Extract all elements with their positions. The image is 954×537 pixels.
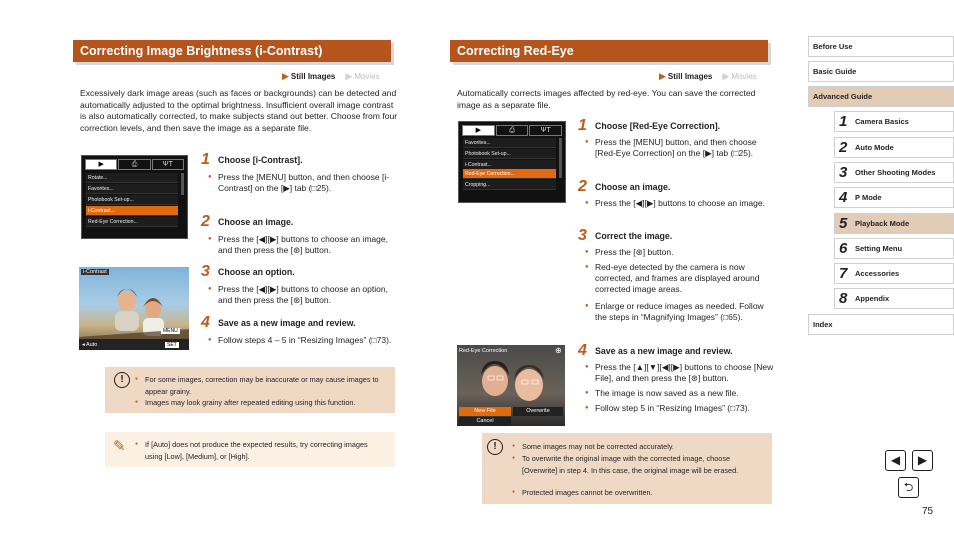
step-number: 2	[578, 178, 587, 195]
camera-menu-screen: ▶ ⎙ ΨΤ Favorites... Photobook Set-up... i-Contrast... Red-Eye Correction... Cropping...	[458, 121, 566, 203]
step-title: Choose an image.	[218, 217, 294, 227]
menu-item: Rotate...	[86, 173, 178, 183]
arrow-icon: ▶	[282, 71, 289, 81]
step-bullet: ● Press the [◀][▶] buttons to choose an image.	[585, 198, 775, 209]
step-bullet: ● Press the [▲][▼][◀][▶] buttons to choose [New File], and then press the [⊛] button.	[585, 362, 775, 384]
caution-icon: !	[487, 439, 503, 455]
step-number: 4	[578, 342, 587, 359]
mode-tags: ▶ Still Images ▶ Movies	[659, 71, 757, 81]
screen-label: i-Contrast	[83, 269, 107, 275]
step-bullet: ● Press the [MENU] button, and then choose [Red-Eye Correction] on the [▶] tab (□25).	[585, 137, 775, 159]
nav-basic-guide[interactable]: Basic Guide	[808, 61, 954, 82]
menu-badge: MENU	[163, 328, 178, 334]
section-title-i-contrast: Correcting Image Brightness (i-Contrast)	[73, 40, 391, 62]
chapter-p-mode[interactable]: 4 P Mode	[834, 187, 954, 208]
step-title: Save as a new image and review.	[595, 346, 733, 356]
step-bullet: ● Press the [⊛] button.	[585, 247, 775, 258]
i-contrast-photo	[79, 267, 189, 350]
cancel-option[interactable]: Cancel	[459, 417, 511, 426]
step-title: Save as a new image and review.	[218, 318, 356, 328]
step-bullet: ● Follow step 5 in “Resizing Images” (□73).	[585, 403, 775, 414]
chapter-accessories[interactable]: 7 Accessories	[834, 263, 954, 284]
menu-item: Photobook Set-up...	[86, 195, 178, 205]
caution-item: ● For some images, correction may be inaccurate or may cause images to appear grainy.	[135, 374, 385, 397]
step-bullet: ● The image is now saved as a new file.	[585, 388, 775, 399]
chapter-playback-mode[interactable]: 5 Playback Mode	[834, 213, 954, 234]
set-badge: SET	[167, 342, 177, 348]
chapter-appendix[interactable]: 8 Appendix	[834, 288, 954, 309]
camera-menu-screen: ▶ ⎙ ΨΤ Rotate... Favorites... Photobook Set-up... i-Contrast... Red-Eye Correction...	[81, 155, 188, 239]
step-number: 1	[578, 117, 587, 134]
intro-text: Excessively dark image areas (such as faces or backgrounds) can be detected and automatically adjusted to the optimal brightness. Insufficient overall image contrast is also automatically corrected, to make subjects stand out better. Choose from four correction levels, and then save the image as a separate file.	[80, 88, 398, 133]
menu-item: i-Contrast...	[463, 160, 556, 170]
step-bullet: ● Red-eye detected by the camera is now corrected, and frames are displayed around corrected image areas.	[585, 262, 775, 296]
caution-item: ● Images may look grainy after repeated editing using this function.	[135, 397, 385, 409]
step-number: 3	[578, 227, 587, 244]
caution-box	[105, 367, 395, 413]
zoom-icon: ⊕	[555, 346, 562, 355]
step-title: Choose [Red-Eye Correction].	[595, 121, 721, 131]
menu-item: Cropping...	[463, 180, 556, 190]
caution-item: ● Some images may not be corrected accurately.	[512, 441, 764, 453]
page-number: 75	[922, 506, 934, 517]
prev-page-button[interactable]: ◀	[885, 450, 906, 471]
step-title: Correct the image.	[595, 231, 673, 241]
step-bullet: ● Press the [◀][▶] buttons to choose an option, and then press the [⊛] button.	[208, 284, 392, 306]
chapter-auto-mode[interactable]: 2 Auto Mode	[834, 137, 954, 158]
step-title: Choose [i-Contrast].	[218, 155, 303, 165]
caution-icon: !	[114, 372, 130, 388]
step-title: Choose an option.	[218, 267, 295, 277]
caution-item: ● To overwrite the original image with the corrected image, choose [Overwrite] in step 4. In this case, the original image will be erased.	[512, 453, 764, 476]
arrow-icon: ▶	[345, 71, 353, 81]
step-bullet: ● Press the [MENU] button, and then choose [i-Contrast] on the [▶] tab (□25).	[208, 172, 392, 194]
note-box	[105, 432, 395, 467]
step-title: Choose an image.	[595, 182, 671, 192]
chapter-setting-menu[interactable]: 6 Setting Menu	[834, 238, 954, 259]
new-file-option[interactable]: New File	[459, 407, 511, 416]
step-bullet: ● Follow steps 4 – 5 in “Resizing Images” (□73).	[208, 335, 392, 346]
arrow-icon: ▶	[659, 71, 666, 81]
overwrite-option[interactable]: Overwrite	[513, 407, 563, 416]
section-title-red-eye: Correcting Red-Eye	[450, 40, 768, 62]
pencil-icon: ✎	[113, 438, 126, 455]
step-number: 2	[201, 213, 210, 230]
chapter-camera-basics[interactable]: 1 Camera Basics	[834, 111, 954, 132]
return-button[interactable]: ⮌	[898, 477, 919, 498]
step-number: 1	[201, 151, 210, 168]
menu-item: i-Contrast...	[86, 206, 178, 216]
next-page-button[interactable]: ▶	[912, 450, 933, 471]
step-number: 3	[201, 263, 210, 280]
chapter-other-shooting-modes[interactable]: 3 Other Shooting Modes	[834, 162, 954, 183]
menu-item: Photobook Set-up...	[463, 149, 556, 159]
mode-tags: ▶ Still Images ▶ Movies	[282, 71, 380, 81]
step-number: 4	[201, 314, 210, 331]
menu-item: Red-Eye Correction...	[463, 169, 556, 179]
mode-value: ◂ Auto	[82, 342, 98, 348]
note-item: ● If [Auto] does not produce the expected results, try correcting images using [Low], [Medium], or [High].	[135, 439, 385, 462]
red-eye-photo	[457, 345, 565, 426]
intro-text: Automatically corrects images affected by red-eye. You can save the corrected image as a separate file.	[457, 88, 756, 110]
screen-label: Red-Eye Correction	[459, 348, 508, 354]
step-bullet: ● Enlarge or reduce images as needed. Follow the steps in “Magnifying Images” (□65).	[585, 301, 775, 323]
nav-advanced-guide[interactable]: Advanced Guide	[808, 86, 954, 107]
caution-box	[482, 433, 772, 504]
nav-index[interactable]: Index	[808, 314, 954, 335]
step-bullet: ● Press the [◀][▶] buttons to choose an image, and then press the [⊛] button.	[208, 234, 392, 256]
menu-item: Red-Eye Correction...	[86, 217, 178, 227]
caution-item: ● Protected images cannot be overwritten.	[512, 487, 764, 499]
menu-item: Favorites...	[86, 184, 178, 194]
nav-before-use[interactable]: Before Use	[808, 36, 954, 57]
arrow-icon: ▶	[722, 71, 730, 81]
menu-item: Favorites...	[463, 138, 556, 148]
